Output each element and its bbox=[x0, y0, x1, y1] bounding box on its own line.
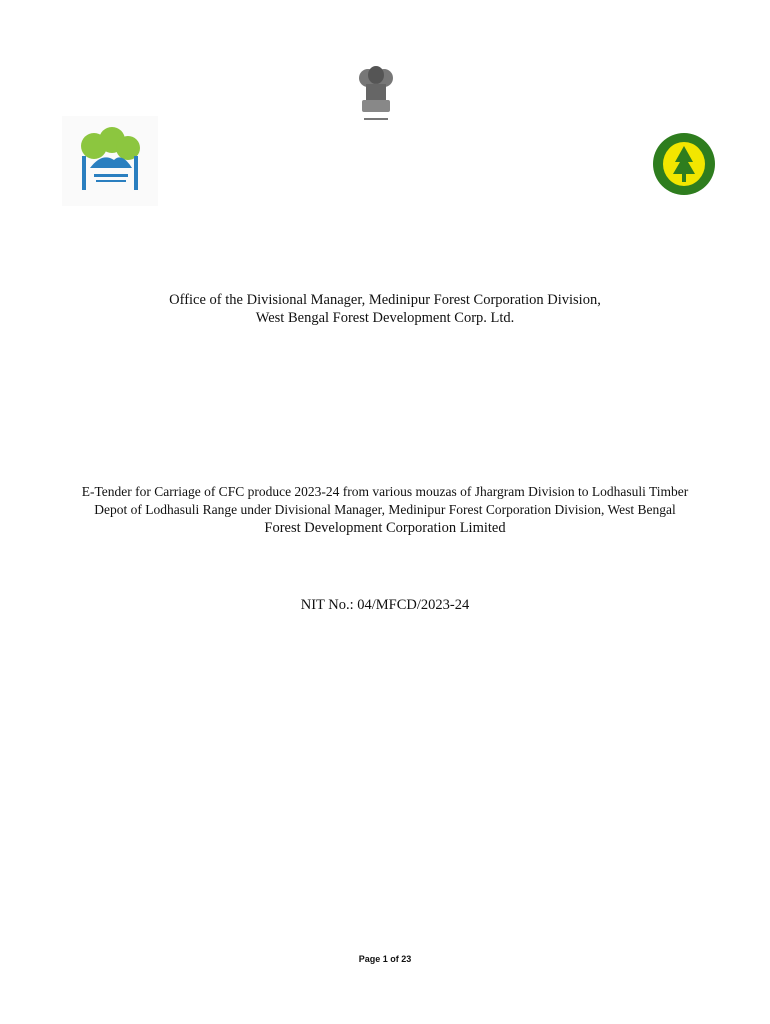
nit-number: NIT No.: 04/MFCD/2023-24 bbox=[300, 597, 470, 613]
wbfdc-logo bbox=[651, 132, 717, 196]
tender-title bbox=[0, 483, 770, 537]
tender-line-1: E-Tender for Carriage of CFC produce 2023-24 from various mouzas of Jhargram Division to Lodhasuli Timber bbox=[81, 484, 689, 499]
left-organization-logo bbox=[62, 116, 158, 206]
office-heading bbox=[0, 291, 770, 327]
national-emblem-logo bbox=[350, 64, 402, 124]
tender-line-3: Forest Development Corporation Limited bbox=[264, 520, 506, 536]
office-line-2: West Bengal Forest Development Corp. Ltd. bbox=[255, 310, 515, 326]
office-line-1: Office of the Divisional Manager, Medinipur Forest Corporation Division, bbox=[169, 292, 601, 308]
page-number: Page 1 of 23 bbox=[358, 954, 412, 964]
tender-line-2: Depot of Lodhasuli Range under Divisional Manager, Medinipur Forest Corporation Division, West Bengal bbox=[94, 502, 676, 517]
